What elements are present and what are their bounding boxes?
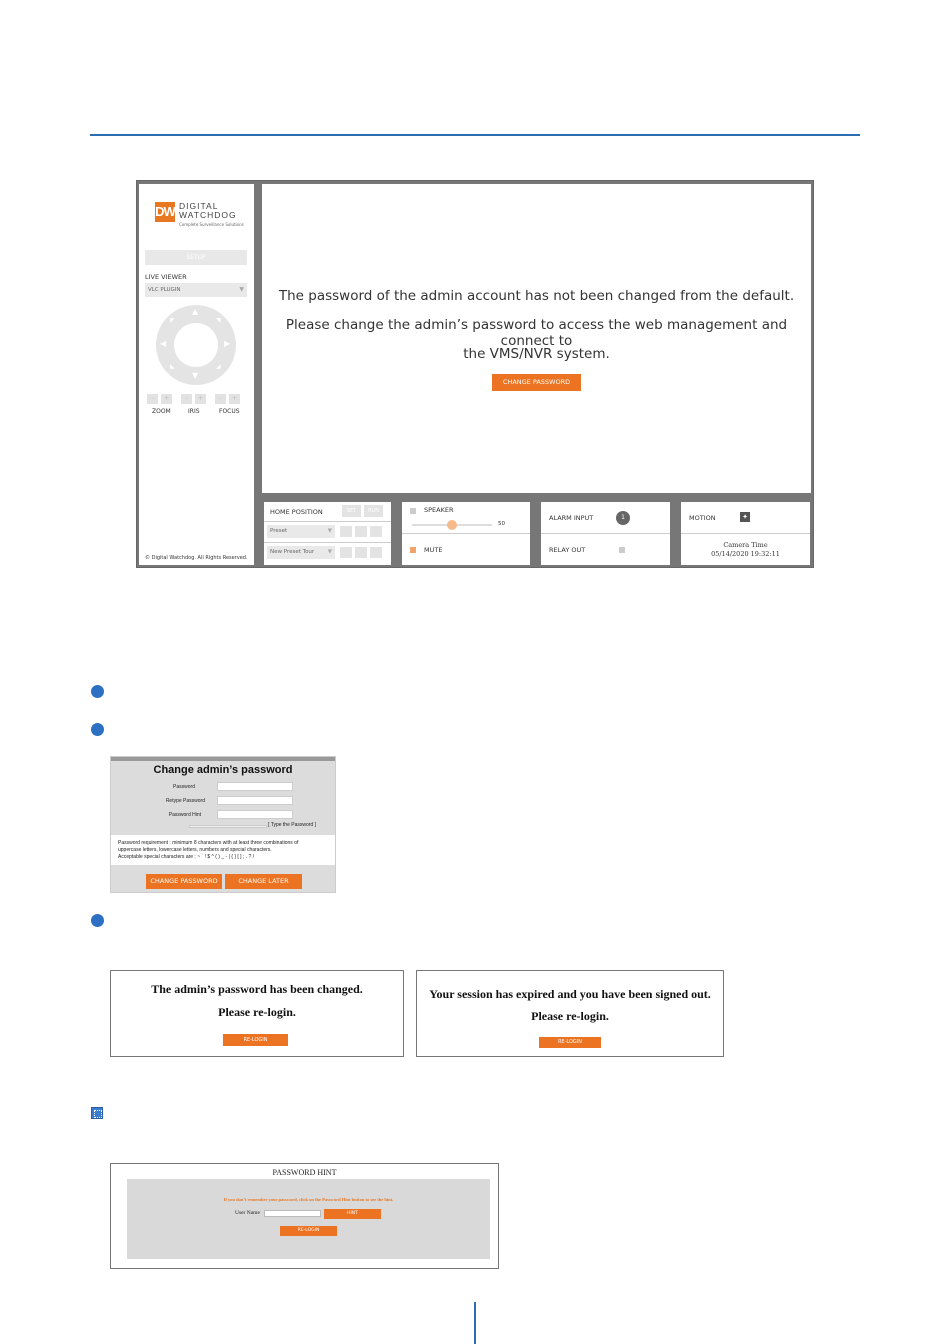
- iris-close-button[interactable]: -: [181, 394, 192, 404]
- live-viewer-label: LIVE VIEWER: [145, 273, 187, 281]
- logo-line2: WATCHDOG: [179, 210, 237, 220]
- tour-action-button-2[interactable]: [355, 547, 367, 558]
- retype-password-label: Retype Password: [165, 798, 205, 804]
- default-password-message-1: The password of the admin account has not been changed from the default.: [278, 288, 795, 304]
- relogin-button[interactable]: RE-LOGIN: [223, 1034, 288, 1046]
- digital-watchdog-logo: [155, 201, 244, 228]
- viewer-select-value: VLC PLUGIN: [148, 287, 181, 293]
- retype-password-input[interactable]: [217, 796, 293, 805]
- focus-near-button[interactable]: -: [215, 394, 226, 404]
- step-bullet-2: [91, 723, 104, 736]
- zoom-out-button[interactable]: -: [147, 394, 158, 404]
- speaker-checkbox[interactable]: [410, 508, 416, 514]
- change-password-button[interactable]: CHANGE PASSWORD: [146, 874, 222, 889]
- camera-time-label: Camera Time: [723, 541, 768, 549]
- password-strength-text: [ Type the Password ]: [268, 822, 316, 828]
- iris-open-button[interactable]: +: [195, 394, 206, 404]
- chevron-down-icon: ▼: [327, 528, 332, 534]
- hint-button[interactable]: HINT: [324, 1209, 381, 1219]
- step-bullet-1: [91, 685, 104, 698]
- preset-tour-select[interactable]: [267, 546, 335, 559]
- password-hint-title: PASSWORD HINT: [272, 1168, 337, 1177]
- step-bullet-3: [91, 914, 104, 927]
- setup-button[interactable]: SETUP: [145, 250, 247, 265]
- hint-panel: [127, 1179, 490, 1259]
- arrow-down-left-icon[interactable]: ◣: [170, 363, 175, 370]
- preset-action-button-1[interactable]: [340, 526, 352, 537]
- chevron-down-icon: ▼: [327, 549, 332, 555]
- arrow-up-right-icon[interactable]: ◥: [216, 317, 221, 324]
- header-rule: [90, 134, 860, 136]
- chevron-down-icon: ▼: [239, 286, 244, 293]
- password-hint-box: [110, 1163, 499, 1269]
- ptz-control-ring[interactable]: [156, 305, 236, 385]
- motion-panel: [681, 502, 810, 565]
- preset-action-button-3[interactable]: [370, 526, 382, 537]
- logo-tagline: Complete Surveillance Solutions: [179, 222, 244, 227]
- password-label: Password: [173, 784, 195, 790]
- speaker-label: SPEAKER: [424, 506, 454, 514]
- hint-instruction: If you don’t remember your password, click on the Password Hint button to see the hint.: [223, 1197, 394, 1202]
- requirement-line-1: Password requirement : minimum 8 characters with at least three combinations of: [118, 840, 299, 846]
- relogin-button[interactable]: RE-LOGIN: [280, 1226, 337, 1236]
- mute-checkbox[interactable]: [410, 547, 416, 553]
- alarm-input-label: ALARM INPUT: [549, 514, 594, 522]
- note-icon: [91, 1107, 103, 1119]
- divider: [264, 521, 391, 522]
- default-password-message-2: Please change the admin’s password to access the web management and connect to: [285, 317, 788, 349]
- session-expired-message: Your session has expired and you have been signed out.: [429, 987, 711, 1001]
- preset-select-value: Preset: [270, 528, 288, 534]
- viewer-select[interactable]: [145, 283, 247, 297]
- preset-select[interactable]: [267, 525, 335, 538]
- speaker-panel: [402, 502, 530, 565]
- logo-line1: DIGITAL: [179, 201, 219, 211]
- alarm-input-indicator[interactable]: 1: [616, 511, 630, 525]
- default-password-message-3: the VMS/NVR system.: [463, 346, 610, 362]
- change-password-button[interactable]: CHANGE PASSWORD: [492, 374, 581, 391]
- password-input[interactable]: [217, 782, 293, 791]
- arrow-up-icon[interactable]: ▲: [192, 307, 199, 316]
- relay-out-checkbox[interactable]: [619, 547, 625, 553]
- arrow-down-right-icon[interactable]: ◢: [216, 363, 221, 370]
- home-position-panel: [264, 502, 391, 565]
- preset-tour-select-value: New Preset Tour: [270, 549, 315, 555]
- change-admin-password-dialog: [110, 756, 336, 893]
- arrow-up-left-icon[interactable]: ◤: [170, 317, 175, 324]
- dialog-title: Change admin’s password: [153, 764, 293, 776]
- divider: [402, 533, 530, 534]
- home-position-label: HOME POSITION: [270, 508, 323, 516]
- session-expired-box: [416, 970, 724, 1057]
- copyright-text: © Digital Watchdog. All Rights Reserved.: [145, 555, 248, 561]
- arrow-left-icon[interactable]: ◀: [160, 339, 167, 348]
- tour-action-button-1[interactable]: [340, 547, 352, 558]
- session-expired-relogin-text: Please re-login.: [531, 1009, 609, 1023]
- zoom-in-button[interactable]: +: [161, 394, 172, 404]
- home-run-button[interactable]: RUN: [364, 505, 383, 517]
- password-hint-input[interactable]: [217, 810, 293, 819]
- relay-out-label: RELAY OUT: [549, 546, 586, 554]
- password-changed-box: [110, 970, 404, 1057]
- home-set-button[interactable]: SET: [342, 505, 361, 517]
- password-hint-label: Password Hint: [168, 812, 201, 818]
- arrow-down-icon[interactable]: ▼: [192, 371, 199, 380]
- requirement-line-3: Acceptable special characters are ; ~ ` ! $ ^ ( ) _ - | { } [ ] ; . ? /: [118, 854, 255, 860]
- running-person-icon: ✦: [740, 512, 750, 522]
- divider: [264, 542, 391, 543]
- user-name-input[interactable]: [264, 1210, 321, 1217]
- change-later-button[interactable]: CHANGE LATER: [225, 874, 302, 889]
- slider-knob[interactable]: [447, 520, 457, 530]
- ptz-center: [174, 323, 218, 367]
- tour-action-button-3[interactable]: [370, 547, 382, 558]
- preset-action-button-2[interactable]: [355, 526, 367, 537]
- arrow-right-icon[interactable]: ▶: [224, 339, 231, 348]
- focus-label: FOCUS: [219, 408, 240, 415]
- user-name-label: User Name: [235, 1210, 260, 1216]
- divider: [541, 533, 670, 534]
- password-strength-bar: [189, 825, 267, 828]
- requirement-line-2: uppercase letters, lowercase letters, numbers and special characters.: [118, 847, 272, 853]
- speaker-volume-slider[interactable]: [412, 524, 492, 526]
- logo-mark: DW: [155, 202, 175, 222]
- password-changed-relogin-text: Please re-login.: [218, 1005, 296, 1019]
- motion-label: MOTION: [689, 514, 716, 522]
- page-footer-rule: [474, 1302, 476, 1344]
- focus-far-button[interactable]: +: [229, 394, 240, 404]
- mute-label: MUTE: [424, 546, 443, 554]
- relogin-button[interactable]: RE-LOGIN: [539, 1037, 601, 1048]
- alarm-panel: [541, 502, 670, 565]
- password-changed-message: The admin’s password has been changed.: [151, 982, 363, 996]
- camera-time-value: 05/14/2020 19:32:11: [711, 550, 780, 558]
- zoom-label: ZOOM: [152, 408, 171, 415]
- iris-label: IRIS: [188, 408, 200, 415]
- divider: [681, 533, 810, 534]
- speaker-value: 50: [498, 521, 505, 527]
